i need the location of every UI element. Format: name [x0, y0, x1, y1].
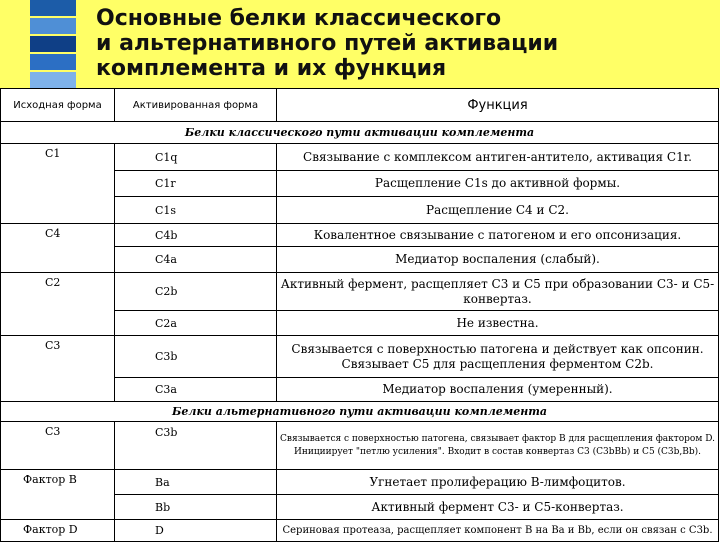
decorative-stripes [30, 0, 76, 88]
function-cell: Медиатор воспаления (умеренный). [277, 378, 719, 402]
complement-table [0, 88, 719, 542]
table-row [1, 144, 719, 171]
function-cell: Связывается с поверхностью патогена, связывает фактор B для расщепления фактором D. Инициирует "петлю усиления". Входит в состав конвертаз C3 (C3bBb) и C5 (C3b,Bb). [277, 422, 719, 470]
title-line: Основные белки классического [96, 6, 502, 31]
function-cell: Медиатор воспаления (слабый). [277, 247, 719, 273]
stripe [30, 18, 76, 34]
stripe [30, 72, 76, 88]
header-source: Исходная форма [1, 89, 115, 122]
header-activated: Активированная форма [115, 89, 277, 122]
activated-cell: C3a [115, 378, 277, 402]
function-cell: Активный фермент, расщепляет C3 и C5 при образовании C3- и C5-конвертаз. [277, 273, 719, 311]
header-row [1, 89, 719, 122]
page-title [96, 6, 706, 81]
section-row [1, 122, 719, 144]
table-row [1, 273, 719, 311]
source-cell: C3 [1, 422, 115, 470]
section-row [1, 402, 719, 422]
table-row [1, 336, 719, 378]
source-cell: C4 [1, 224, 115, 273]
source-cell: C2 [1, 273, 115, 336]
function-cell: Расщепление C4 и C2. [277, 197, 719, 224]
activated-cell: C4b [115, 224, 277, 247]
section-alternative: Белки альтернативного пути активации комплемента [1, 402, 719, 422]
source-cell: Фактор B [1, 470, 115, 520]
activated-cell: C1q [115, 144, 277, 171]
activated-cell: Bb [115, 495, 277, 520]
source-cell: C3 [1, 336, 115, 402]
header-function: Функция [277, 89, 719, 122]
table-row [1, 470, 719, 495]
activated-cell: C2a [115, 311, 277, 336]
stripe [30, 36, 76, 52]
function-cell: Связывание с комплексом антиген-антитело, активация C1r. [277, 144, 719, 171]
activated-cell: C4a [115, 247, 277, 273]
function-cell: Не известна. [277, 311, 719, 336]
stripe [30, 54, 76, 70]
table-row [1, 520, 719, 542]
title-banner [0, 0, 720, 88]
function-cell: Угнетает пролиферацию B-лимфоцитов. [277, 470, 719, 495]
activated-cell: C1s [115, 197, 277, 224]
stripe [30, 0, 76, 16]
function-cell: Активный фермент C3- и C5-конвертаз. [277, 495, 719, 520]
source-cell: C1 [1, 144, 115, 224]
function-cell: Сериновая протеаза, расщепляет компонент B на Ba и Bb, если он связан с C3b. [277, 520, 719, 542]
function-cell: Ковалентное связывание с патогеном и его опсонизация. [277, 224, 719, 247]
activated-cell: C1r [115, 171, 277, 197]
section-classic: Белки классического пути активации комплемента [1, 122, 719, 144]
table-row [1, 224, 719, 247]
activated-cell: D [115, 520, 277, 542]
table-row [1, 422, 719, 470]
function-cell: Расщепление C1s до активной формы. [277, 171, 719, 197]
title-line: и альтернативного путей активации [96, 31, 559, 56]
activated-cell: C2b [115, 273, 277, 311]
activated-cell: C3b [115, 336, 277, 378]
activated-cell: Ba [115, 470, 277, 495]
source-cell: Фактор D [1, 520, 115, 542]
function-cell: Связывается с поверхностью патогена и действует как опсонин. Связывает C5 для расщепления ферментом C2b. [277, 336, 719, 378]
title-line: комплемента и их функция [96, 56, 447, 81]
activated-cell: C3b [115, 422, 277, 470]
